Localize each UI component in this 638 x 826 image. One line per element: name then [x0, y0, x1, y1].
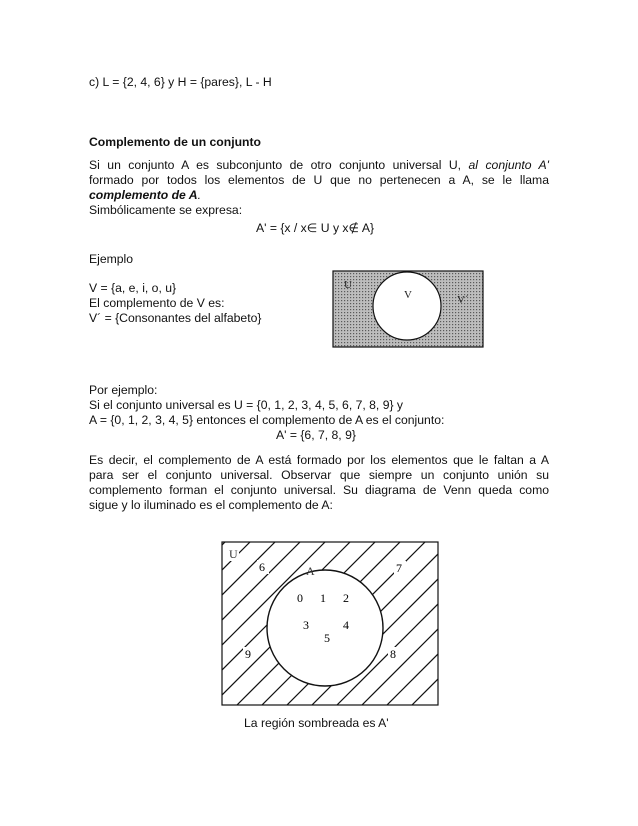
definition-line-2: formado por todos los elementos de U que no pertenecen a A, se le llama — [89, 173, 549, 187]
definition-line-3-end: . — [197, 188, 201, 202]
ejemplo-line-3: V´ = {Consonantes del alfabeto} — [89, 311, 262, 325]
por-ejemplo-line-2: Si el conjunto universal es U = {0, 1, 2, 3, 4, 5, 6, 7, 8, 9} y — [89, 398, 404, 412]
definition-line-1-text: Si un conjunto A es subconjunto de otro conjunto universal U, — [89, 158, 462, 172]
set-a-circle — [267, 570, 383, 686]
element-5: 5 — [324, 631, 330, 645]
ejemplo-line-1: V = {a, e, i, o, u} — [89, 281, 177, 295]
por-ejemplo-title: Por ejemplo: — [89, 383, 158, 397]
venn-diagram-complement-a — [221, 541, 439, 706]
ejemplo-line-2: El complemento de V es: — [89, 296, 225, 310]
element-8: 8 — [390, 647, 396, 661]
element-6: 6 — [259, 560, 265, 574]
venn2-set-label: A — [306, 564, 315, 578]
por-ejemplo-result: A' = {6, 7, 8, 9} — [276, 428, 356, 442]
paragraph-line-4: sigue y lo iluminado es el complemento de A: — [89, 498, 333, 512]
venn1-universe-label: U — [344, 279, 352, 291]
definition-formula: A' = {x / x∈ U y x∉ A} — [256, 221, 375, 235]
section-title: Complemento de un conjunto — [89, 135, 261, 149]
element-2: 2 — [343, 591, 349, 605]
element-4: 4 — [343, 618, 349, 632]
por-ejemplo-line-3: A = {0, 1, 2, 3, 4, 5} entonces el complemento de A es el conjunto: — [89, 413, 445, 427]
element-7: 7 — [396, 561, 402, 575]
complement-term: complemento de A — [89, 188, 198, 202]
paragraph-line-1: Es decir, el complemento de A está formado por los elementos que le faltan a A — [89, 453, 549, 467]
definition-line-3 — [89, 188, 201, 203]
venn1-complement-label: V´ — [457, 294, 469, 306]
element-9: 9 — [245, 647, 251, 661]
venn-diagram-complement-v — [332, 270, 484, 348]
set-v-circle — [373, 272, 441, 340]
ejemplo-title: Ejemplo — [89, 252, 134, 266]
paragraph-line-3: complemento forman el conjunto universal. Su diagrama de Venn queda como — [89, 483, 549, 497]
definition-line-1-italic: al conjunto A' — [468, 158, 550, 172]
definition-line-4: Simbólicamente se expresa: — [89, 203, 243, 217]
element-1: 1 — [320, 591, 326, 605]
venn2-universe-label: U — [229, 547, 238, 561]
paragraph-line-2: para ser el conjunto universal. Observar que siempre un conjunto unión su — [89, 468, 549, 482]
venn-caption: La región sombreada es A' — [244, 716, 389, 730]
exercise-c: c) L = {2, 4, 6} y H = {pares}, L - H — [89, 75, 272, 89]
element-3: 3 — [303, 618, 309, 632]
element-0: 0 — [297, 591, 303, 605]
venn1-set-label: V — [404, 289, 412, 301]
definition-line-1 — [89, 158, 549, 173]
